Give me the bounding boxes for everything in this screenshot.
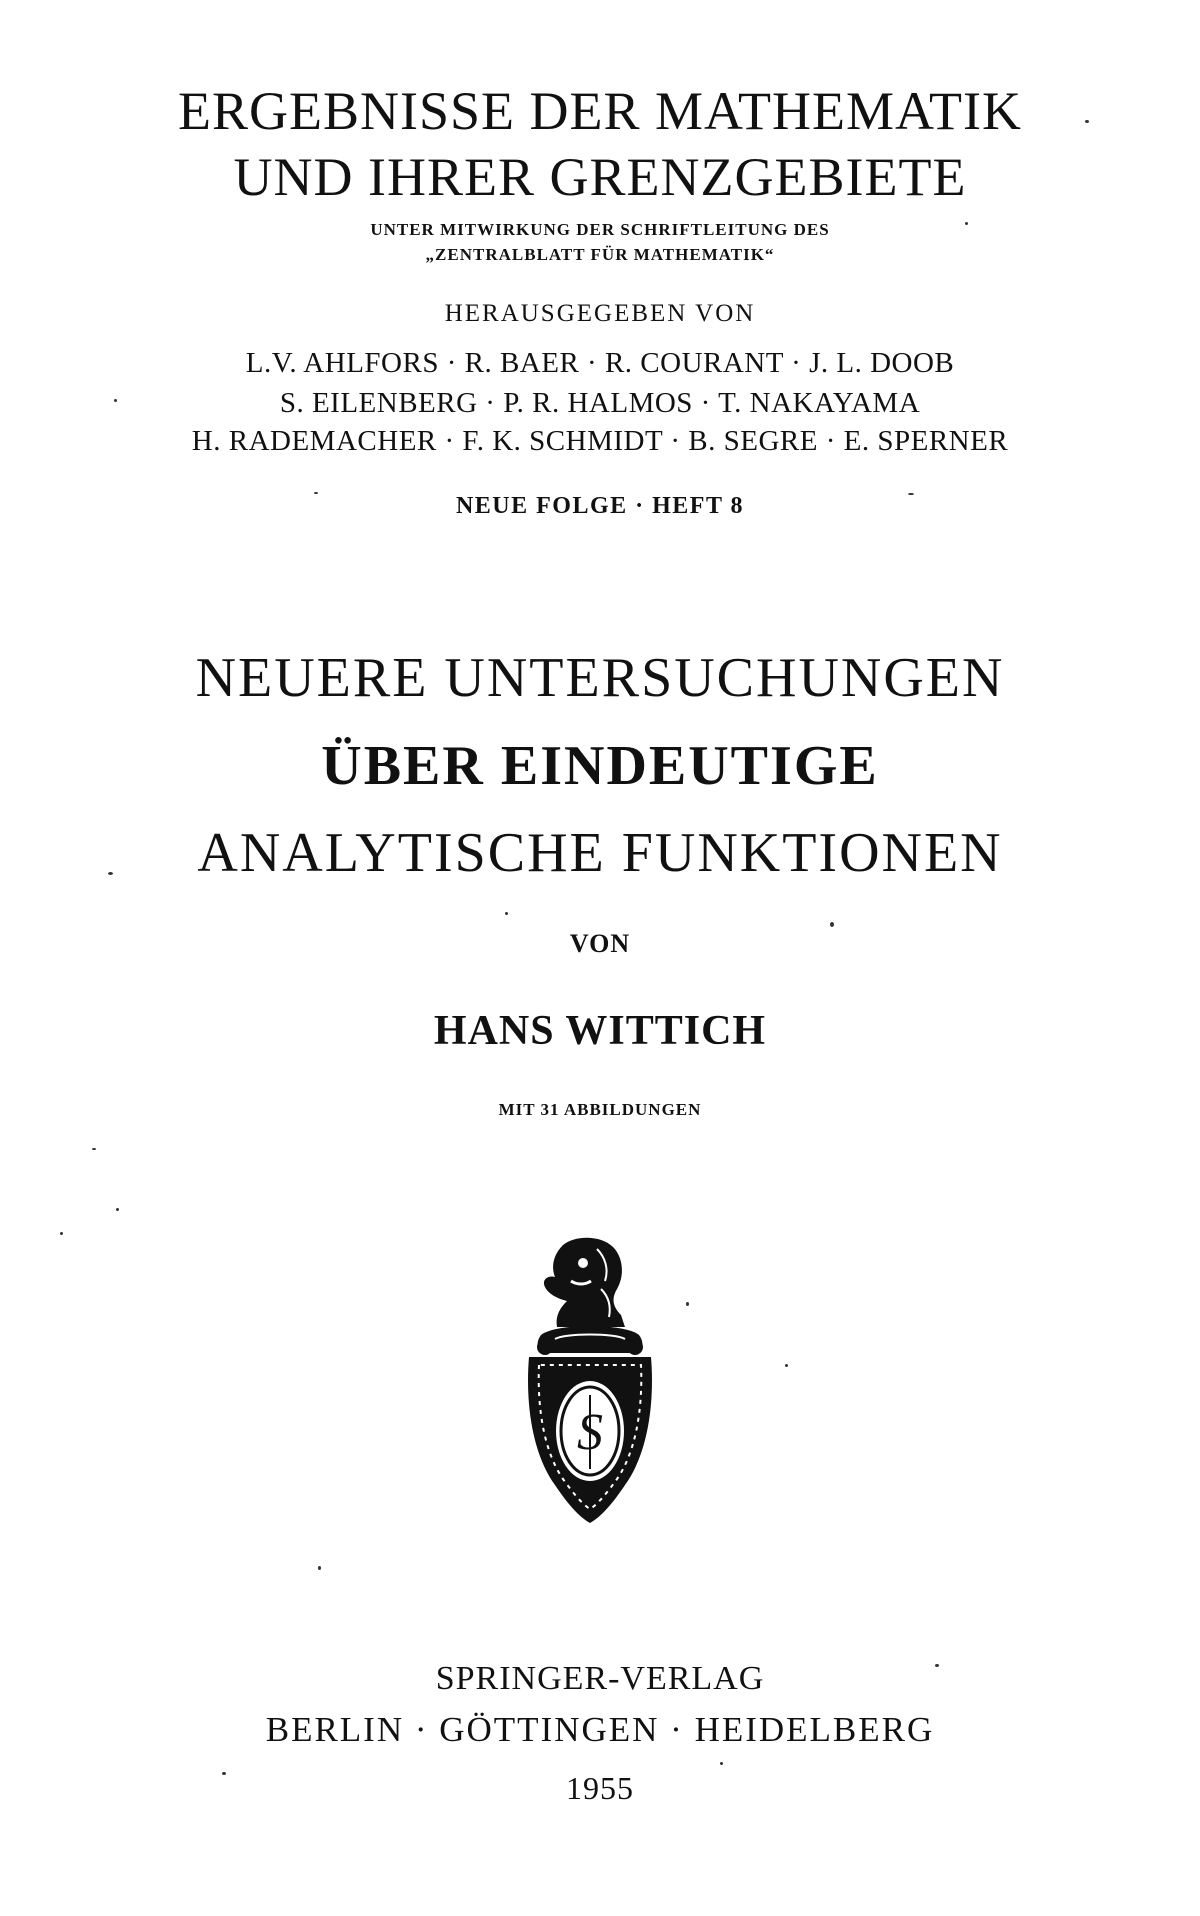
author-name: HANS WITTICH (433, 1008, 767, 1054)
scan-speck (935, 1664, 939, 1667)
scan-speck (60, 1232, 63, 1235)
editors-line-1: L.V. AHLFORS · R. BAER · R. COURANT · J. L. DOOB (245, 347, 955, 379)
collaboration-line-1: UNTER MITWIRKUNG DER SCHRIFTLEITUNG DES (370, 220, 830, 239)
scan-speck (92, 1148, 96, 1150)
collaboration-line-2: „ZENTRALBLATT FÜR MATHEMATIK“ (425, 245, 775, 264)
illustrations-note: MIT 31 ABBILDUNGEN (498, 1100, 702, 1119)
scan-speck (116, 1208, 119, 1211)
book-title-line-3: ANALYTISCHE FUNKTIONEN (197, 822, 1003, 884)
scan-speck (720, 1762, 723, 1765)
book-title-line-2: ÜBER EINDEUTIGE (321, 735, 879, 797)
scan-speck (830, 922, 834, 927)
scan-speck (108, 872, 113, 875)
editors-line-3: H. RADEMACHER · F. K. SCHMIDT · B. SEGRE · E. SPERNER (191, 425, 1009, 457)
emblem-letter: S (577, 1404, 603, 1461)
series-title-line-1: ERGEBNISSE DER MATHEMATIK (177, 81, 1023, 141)
publication-year: 1955 (566, 1770, 634, 1806)
scan-speck (1085, 120, 1089, 123)
by-word: VON (569, 929, 631, 958)
scan-speck (965, 222, 968, 225)
editors-line-2: S. EILENBERG · P. R. HALMOS · T. NAKAYAMA (279, 387, 921, 419)
series-title-line-2: UND IHRER GRENZGEBIETE (233, 147, 967, 207)
editors-heading: HERAUSGEGEBEN VON (444, 300, 756, 327)
scan-speck (318, 1566, 321, 1570)
book-title-line-1: NEUERE UNTERSUCHUNGEN (195, 647, 1005, 709)
publisher-name: SPRINGER-VERLAG (435, 1660, 765, 1697)
scan-speck (908, 493, 914, 495)
scan-speck (785, 1364, 788, 1367)
knight-head-icon (544, 1238, 625, 1327)
publisher-places: BERLIN · GÖTTINGEN · HEIDELBERG (265, 1710, 935, 1749)
scan-speck (114, 399, 117, 402)
scan-speck (314, 492, 318, 494)
springer-knight-emblem-icon (505, 1235, 675, 1525)
scan-speck (686, 1302, 689, 1306)
series-number: NEUE FOLGE · HEFT 8 (455, 493, 745, 519)
shield-icon (528, 1357, 652, 1523)
scan-speck (505, 912, 508, 915)
scan-speck (222, 1772, 226, 1775)
